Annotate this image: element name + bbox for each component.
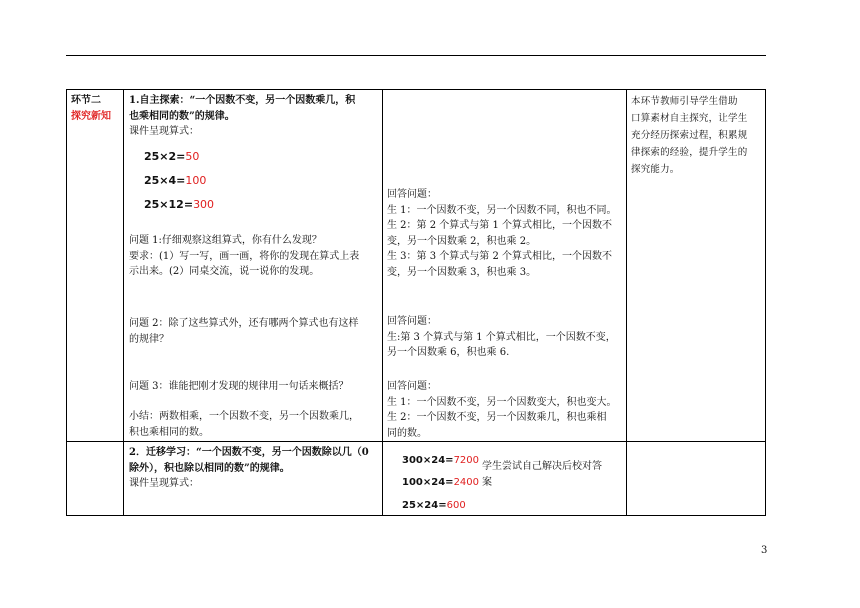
q2-line: 问题 2：除了这些算式外，还有哪两个算式也有这样 (129, 318, 359, 329)
col-divider-3 (626, 89, 627, 516)
formula-result: 100 (185, 174, 207, 187)
table-border-right (765, 89, 766, 516)
note-line: 探究能力。 (631, 164, 680, 175)
student-line: 变，另一个因数乘 3，积也乘 3。 (387, 266, 537, 278)
row1-title-line2: 也乘相同的数”的规律。 (129, 110, 235, 122)
row1-title-line1: 1.自主探索：“一个因数不变，另一个因数乘几，积 (129, 95, 356, 106)
row2-student-note (482, 459, 624, 490)
student-line: 回答问题： (387, 381, 437, 392)
student-line: 案 (482, 476, 492, 488)
formula-expr: 25×2= (144, 150, 186, 163)
student-line: 学生尝试自己解决后校对答 (482, 461, 602, 472)
note-line: 充分经历探索过程，积累规 (631, 130, 748, 141)
row1-design-note (631, 93, 763, 178)
section-name: 探究新知 (71, 110, 111, 122)
q1-line: 示出来。(2）同桌交流，说一说你的发现。 (129, 266, 320, 277)
student-line: 同的数。 (387, 427, 427, 439)
row2-teacher-cell (129, 445, 381, 492)
col-divider-1 (123, 89, 124, 516)
row1-formula-1 (144, 149, 199, 165)
row1-question-2 (129, 316, 381, 347)
section-label: 环节二 (71, 95, 101, 106)
student-line: 生 2：一个因数不变，另一个因数乘几，积也乘相 (387, 412, 607, 423)
formula-expr: 100×24= (402, 477, 454, 488)
row1-teacher-cell (129, 93, 381, 140)
student-line: 生 1：一个因数不变，另一个因数变大，积也变大。 (387, 396, 617, 408)
formula-expr: 25×24= (402, 500, 447, 511)
student-line: 回答问题： (387, 189, 437, 200)
row1-student-block-1 (387, 187, 625, 280)
col-divider-2 (382, 89, 383, 516)
row1-formula-3 (144, 197, 214, 213)
student-line: 生 1：一个因数不变，另一个因数不同，积也不同。 (387, 204, 617, 216)
formula-result: 600 (446, 500, 466, 511)
formula-expr: 25×12= (144, 198, 194, 211)
note-line: 口算素材自主探究，让学生 (631, 113, 748, 124)
row1-student-block-3 (387, 379, 625, 441)
row1-student-block-2 (387, 314, 625, 361)
table-border-bottom (66, 515, 766, 516)
page-number: 3 (761, 545, 768, 556)
row1-formula-2 (144, 173, 206, 189)
row2-title-line2: 除外），积也除以相同的数”的规律。 (129, 462, 290, 474)
formula-result: 7200 (453, 455, 480, 466)
q2-line: 的规律？ (129, 333, 169, 345)
student-line: 回答问题： (387, 316, 437, 327)
formula-expr: 300×24= (402, 455, 454, 466)
row2-formula-3 (402, 498, 466, 514)
formula-result: 50 (185, 150, 200, 163)
row1-intro: 课件呈现算式： (129, 126, 199, 137)
header-rule (66, 55, 766, 56)
row-divider (66, 441, 766, 442)
row2-title-line1: 2．迁移学习：“一个因数不变，另一个因数除以几（0 (129, 447, 369, 458)
row1-question-3 (129, 379, 381, 395)
formula-expr: 25×4= (144, 174, 186, 187)
formula-result: 300 (193, 198, 215, 211)
row2-intro: 课件呈现算式： (129, 478, 199, 489)
q3-line: 问题 3：谁能把刚才发现的规律用一句话来概括？ (129, 381, 349, 392)
student-line: 生 3：第 3 个算式与第 2 个算式相比，一个因数不 (387, 251, 612, 262)
table-border-left (66, 89, 67, 516)
student-line: 变，另一个因数乘 2，积也乘 2。 (387, 235, 537, 247)
note-line: 本环节教师引导学生借助 (631, 96, 738, 107)
note-line: 律探索的经验，提升学生的 (631, 147, 748, 158)
q1-line: 要求：(1）写一写，画一画，将你的发现在算式上表 (129, 250, 360, 262)
student-line: 生 2：第 2 个算式与第 1 个算式相比，一个因数不 (387, 220, 612, 231)
table-border-top (66, 89, 766, 90)
row2-formula-2 (402, 475, 479, 491)
q1-line: 问题 1:仔细观察这组算式，你有什么发现？ (129, 235, 322, 246)
row1-question-1 (129, 233, 381, 280)
section-cell (71, 93, 123, 124)
formula-result: 2400 (453, 477, 480, 488)
row1-summary (129, 409, 381, 440)
student-line: 另一个因数乘 6，积也乘 6. (387, 347, 510, 358)
summary-line: 积也乘相同的数。 (129, 426, 209, 438)
lesson-table (66, 89, 766, 516)
row2-formula-1 (402, 453, 479, 469)
summary-line: 小结：两数相乘，一个因数不变，另一个因数乘几， (129, 411, 359, 422)
student-line: 生:第 3 个算式与第 1 个算式相比，一个因数不变， (387, 331, 616, 343)
